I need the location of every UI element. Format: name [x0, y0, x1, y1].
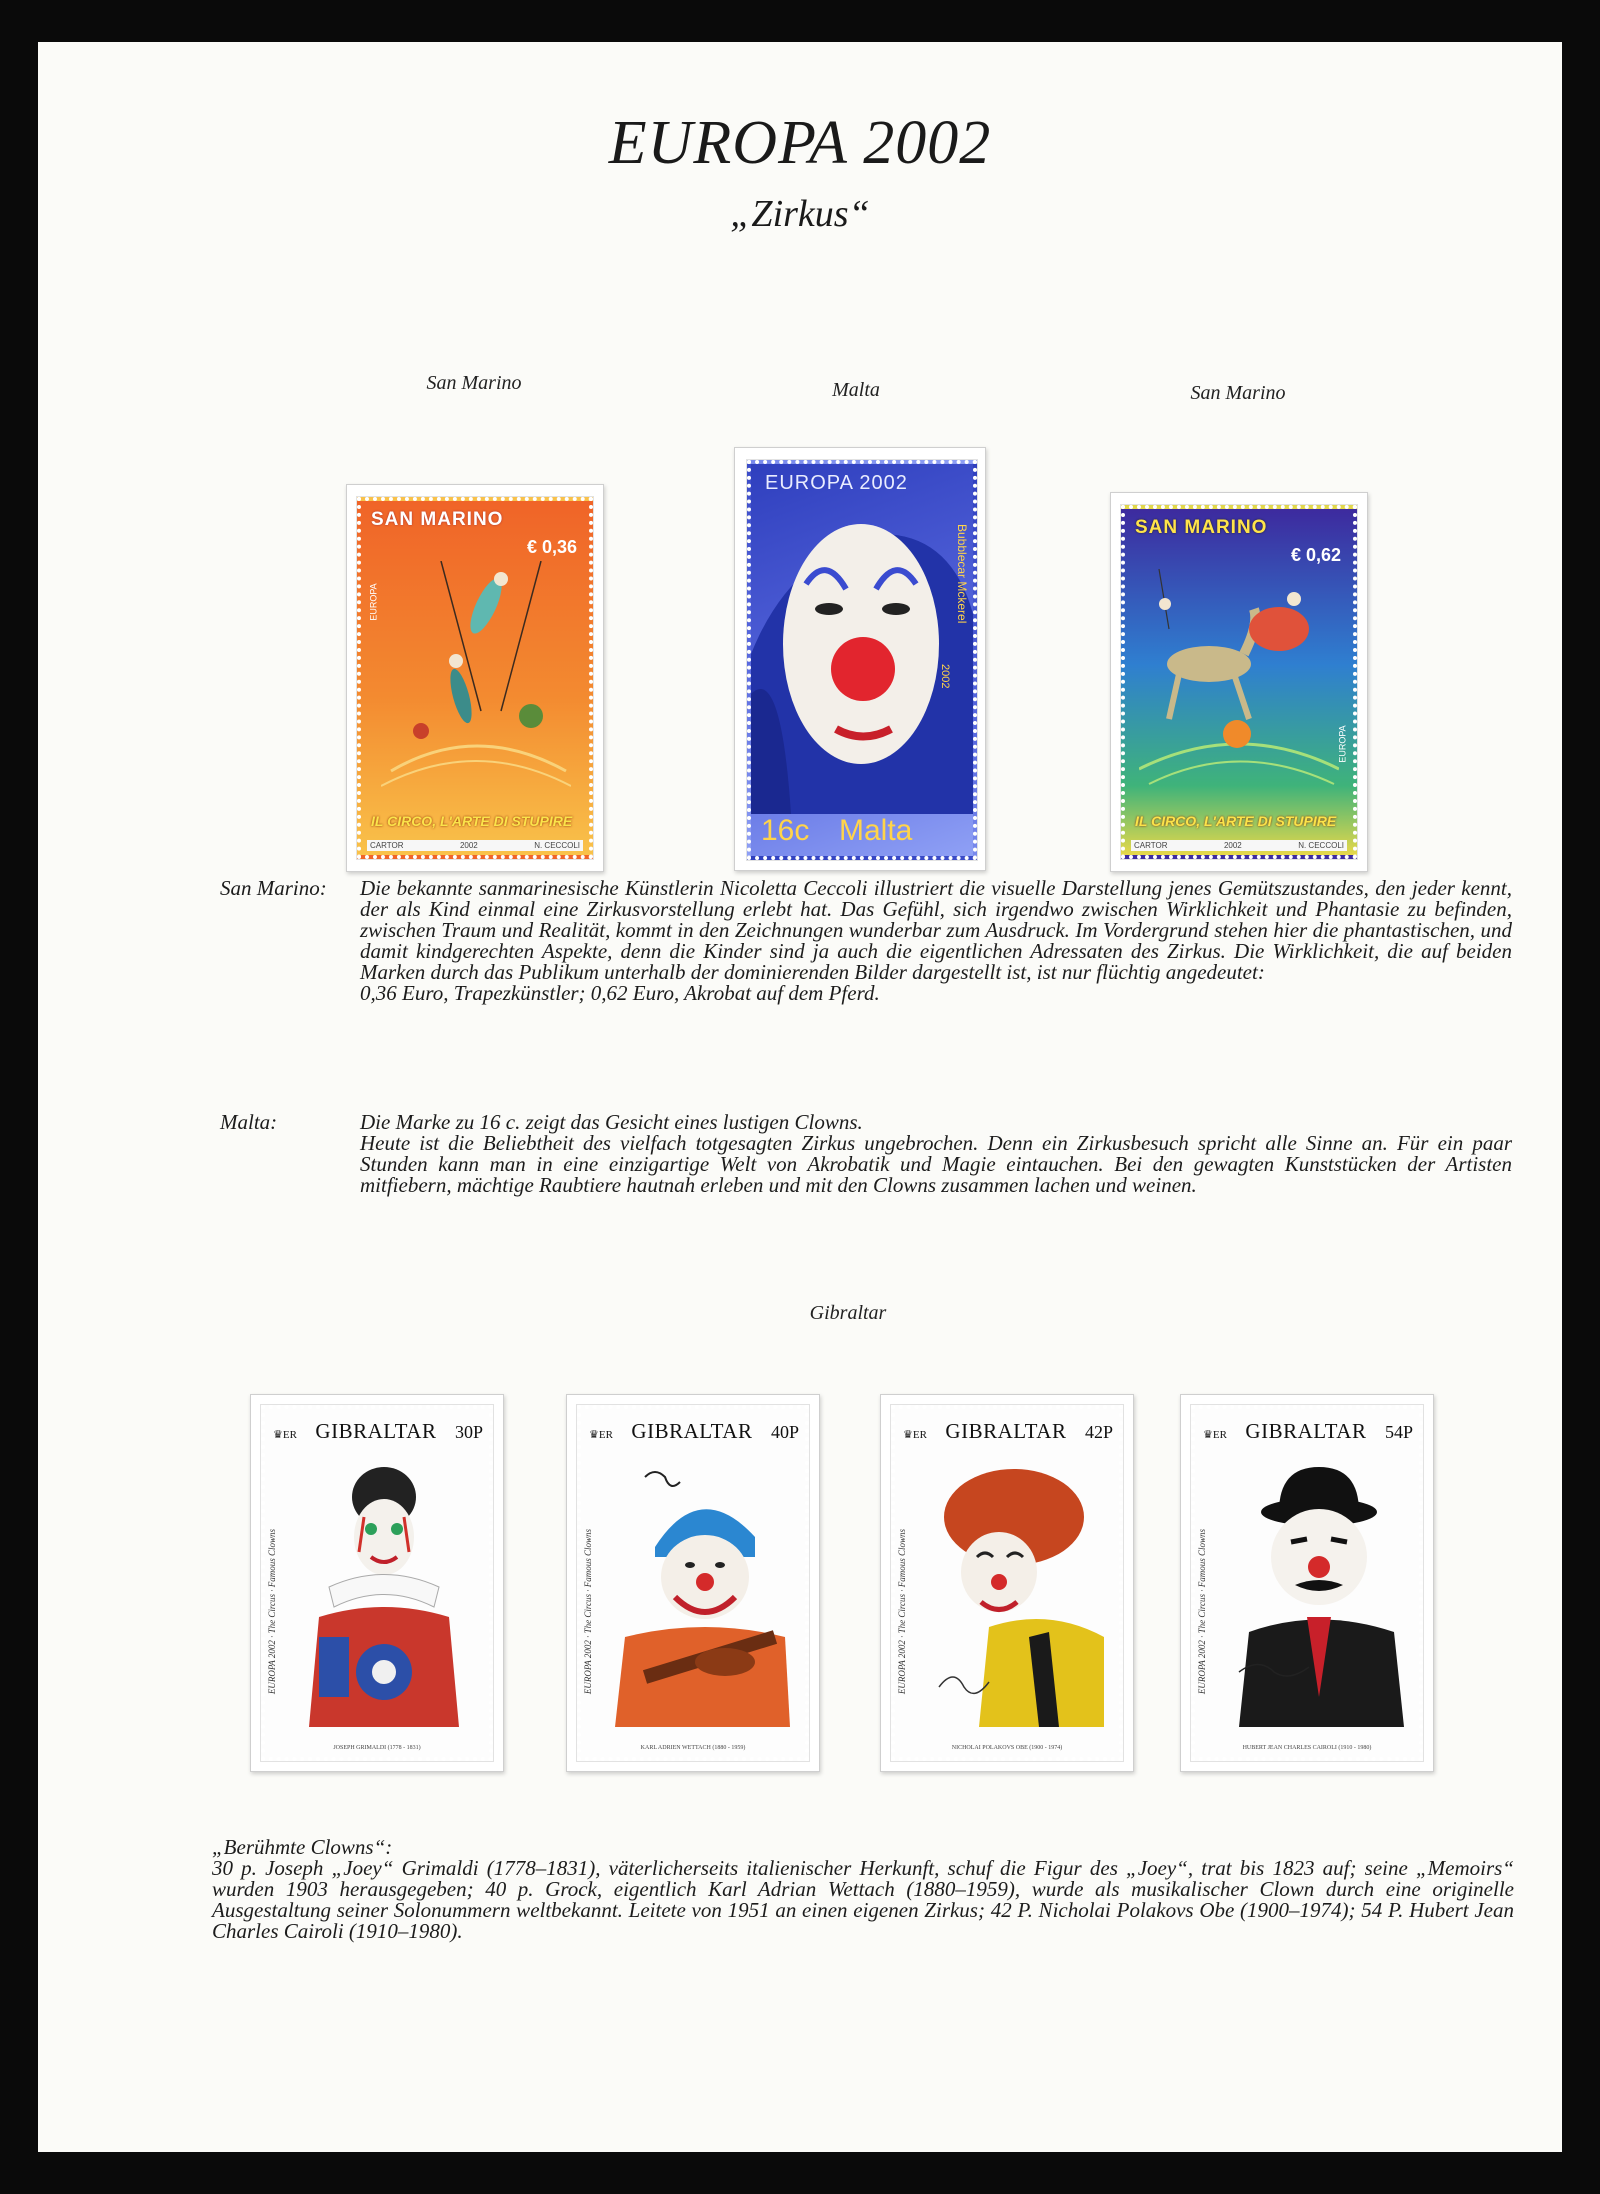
- stamp-caption: JOSEPH GRIMALDI (1778 - 1831): [333, 1745, 421, 1751]
- stamp-europa-logo: EUROPA: [1337, 725, 1348, 763]
- stamp-mount: [566, 1394, 820, 1772]
- stamp-value: 42P: [1084, 1422, 1113, 1442]
- description-body: Die Marke zu 16 c. zeigt das Gesicht eines lustigen Clowns.: [360, 1110, 863, 1134]
- description-san-marino: [220, 878, 1512, 1098]
- clown-cairoli-illustration: [1219, 1457, 1409, 1727]
- stamp-slogan: IL CIRCO, L'ARTE DI STUPIRE: [1135, 813, 1337, 829]
- description-values: Heute ist die Beliebtheit des vielfach totgesagten Zirkus ungebrochen. Denn ein Zirkusbesuch spricht alle Sinne an. Für ein paar Stunden kann man in eine einzigartige Welt von Akrobatik und Magie eintauchen. Bei den gewagten Kunststücken der Artisten mitfiebern, mächtige Raubtiere hautnah erleben und mit den Clowns zusammen lachen und weinen.: [360, 1131, 1512, 1197]
- stamp-side-text: Bubblecar Mckerel: [955, 524, 969, 624]
- stamp-side-text: EUROPA 2002 · The Circus · Famous Clowns: [583, 1529, 593, 1695]
- clown-grock-illustration: [605, 1457, 795, 1727]
- stamp-mount: [880, 1394, 1134, 1772]
- description-text: [360, 878, 1512, 1004]
- stamp-country: GIBRALTAR: [1245, 1419, 1367, 1443]
- stamp-header: [1203, 1419, 1413, 1444]
- stamp-san-marino-062: [1121, 505, 1357, 859]
- stamp-value: € 0,62: [1290, 545, 1341, 565]
- stamp-mount: [1110, 492, 1368, 872]
- stamp-mount: [734, 447, 986, 871]
- stamp-side-text: EUROPA 2002 · The Circus · Famous Clowns: [1197, 1529, 1207, 1695]
- stamp-value: 40P: [770, 1422, 799, 1442]
- stamp-value: 30P: [454, 1422, 483, 1442]
- stamp-san-marino-036: [357, 497, 593, 859]
- label-san-marino-1: San Marino: [426, 372, 522, 394]
- stamp-mount: [346, 484, 604, 872]
- stamp-header: [589, 1419, 799, 1444]
- description-label: Malta:: [220, 1110, 278, 1134]
- page-title: EUROPA 2002: [608, 109, 992, 177]
- clown-face-illustration: [751, 494, 973, 814]
- stamp-year: 2002: [939, 664, 951, 689]
- stamp-gibraltar-40p: [577, 1405, 809, 1761]
- stamp-country: GIBRALTAR: [315, 1419, 437, 1443]
- stamp-credits: [1131, 840, 1347, 851]
- clown-grimaldi-illustration: [289, 1457, 479, 1727]
- stamp-slogan: IL CIRCO, L'ARTE DI STUPIRE: [371, 813, 573, 829]
- stamp-europa-text: EUROPA 2002: [765, 472, 908, 494]
- credit-printer: CARTOR: [370, 841, 404, 850]
- label-san-marino-2: San Marino: [1190, 382, 1286, 404]
- label-malta: Malta: [832, 379, 880, 401]
- stamp-gibraltar-54p: [1191, 1405, 1423, 1761]
- clowns-text: 30 p. Joseph „Joey“ Grimaldi (1778–1831), väterlicherseits italienischer Herkunft, schuf die Figur des „Joey“, trat bis 1823 auf; seine „Memoirs“ wurden 1903 herausgegeben; 40 p. Grock, eigentlich Karl Adrian Wettach (1880–1959), wurde als musikalischer Clown durch eine originelle Ausgestaltung seiner Solonummern weltbekannt. Leitete von 1951 an einen eigenen Zirkus; 42 P. Nicholai Polakovs Obe (1900–1974); 54 P. Hubert Jean Charles Cairoli (1910–1980).: [212, 1856, 1514, 1943]
- stamp-value: 54P: [1384, 1422, 1413, 1442]
- description-body: Die bekannte sanmarinesische Künstlerin Nicoletta Ceccoli illustriert die visuelle Darstellung jenes Gemütszustandes, den jeder kennt, der als Kind einmal eine Zirkusvorstellung erlebt hat. Das Gefühl, sich irgendwo zwischen Wirklichkeit und Phantasie zu befinden, zwischen Traum und Realität, kommt in den Zeichnungen wunderbar zum Ausdruck. Im Vordergrund stehen hier die phantastischen, und damit kindgerechten Aspekte, denn die Kinder sind ja auch die eigentlichen Adressaten des Zirkus. Die Wirklichkeit, die auf beiden Marken durch das Publikum unterhalb der dominierenden Bilder dargestellt ist, ist nur flüchtig angedeutet:: [360, 876, 1512, 984]
- signature-icon: [939, 1677, 989, 1693]
- description-text: [360, 1112, 1512, 1196]
- credit-year: 2002: [1223, 841, 1242, 850]
- clown-polakovs-illustration: [919, 1457, 1109, 1727]
- credit-printer: CARTOR: [1134, 841, 1168, 850]
- stamp-country: SAN MARINO: [1135, 517, 1268, 538]
- clowns-description: [212, 1837, 1514, 1942]
- stamp-country: Malta: [839, 814, 913, 847]
- signature-icon: [645, 1472, 680, 1486]
- album-page: [38, 42, 1562, 2152]
- stamp-side-text: EUROPA 2002 · The Circus · Famous Clowns: [897, 1529, 907, 1695]
- stamp-country: GIBRALTAR: [945, 1419, 1067, 1443]
- stamp-gibraltar-30p: [261, 1405, 493, 1761]
- crown-icon: ♛ER: [273, 1429, 297, 1441]
- page-subtitle: „Zirkus“: [730, 193, 870, 235]
- credit-year: 2002: [459, 841, 478, 850]
- description-label: San Marino:: [220, 876, 327, 900]
- stamp-header: [903, 1419, 1113, 1444]
- stamp-mount: [1180, 1394, 1434, 1772]
- trapeze-artist-illustration: [381, 561, 571, 791]
- description-values: 0,36 Euro, Trapezkünstler; 0,62 Euro, Akrobat auf dem Pferd.: [360, 981, 880, 1005]
- horse-acrobat-illustration: [1139, 569, 1339, 789]
- crown-icon: ♛ER: [903, 1429, 927, 1441]
- crown-icon: ♛ER: [1203, 1429, 1227, 1441]
- crown-icon: ♛ER: [589, 1429, 613, 1441]
- stamp-malta-16c: [747, 460, 977, 860]
- stamp-gibraltar-42p: [891, 1405, 1123, 1761]
- stamp-side-text: EUROPA 2002 · The Circus · Famous Clowns: [267, 1529, 277, 1695]
- stamp-value: 16c: [761, 814, 810, 847]
- stamp-europa-logo: EUROPA: [368, 583, 379, 621]
- credit-artist: N. CECCOLI: [1298, 841, 1344, 850]
- description-malta: [220, 1112, 1512, 1242]
- stamp-credits: [367, 840, 583, 851]
- stamp-country: SAN MARINO: [371, 509, 504, 530]
- credit-artist: N. CECCOLI: [534, 841, 580, 850]
- stamp-caption: HUBERT JEAN CHARLES CAIROLI (1910 - 1980): [1242, 1745, 1372, 1751]
- stamp-caption: KARL ADRIEN WETTACH (1880 - 1959): [640, 1745, 746, 1751]
- stamp-value: € 0,36: [526, 537, 577, 557]
- stamp-caption: NICHOLAI POLAKOVS OBE (1900 - 1974): [951, 1745, 1063, 1751]
- stamp-header: [273, 1419, 483, 1444]
- label-gibraltar: Gibraltar: [809, 1302, 887, 1324]
- stamp-mount: [250, 1394, 504, 1772]
- clowns-heading: „Berühmte Clowns“:: [212, 1835, 393, 1859]
- stamp-country: GIBRALTAR: [631, 1419, 753, 1443]
